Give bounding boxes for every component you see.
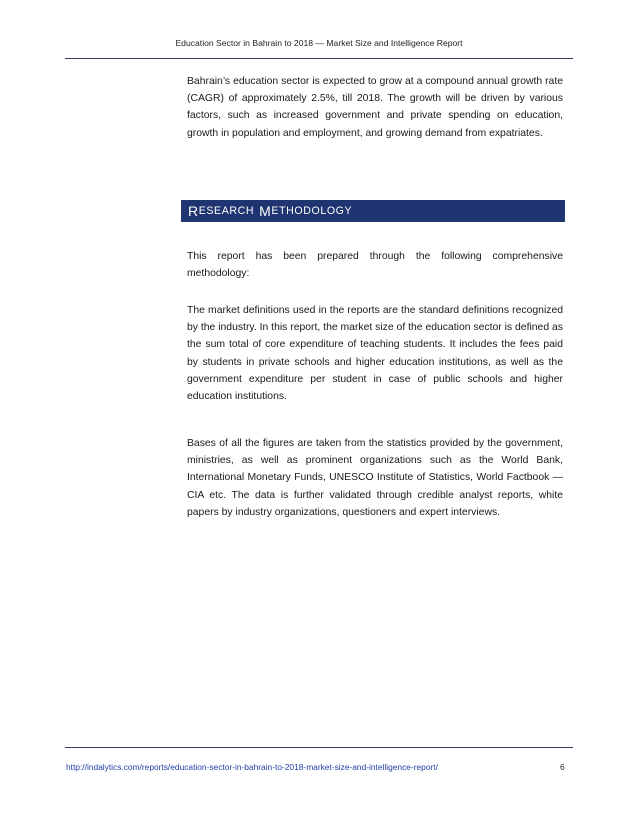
running-header: Education Sector in Bahrain to 2018 — Market Size and Intelligence Report [175,38,463,48]
page-number: 6 [560,762,565,772]
footer-report-link[interactable]: http://indalytics.com/reports/education-sector-in-bahrain-to-2018-market-size-and-intelligence-report/ [66,762,438,772]
footer-divider [65,747,573,748]
section-heading-research-methodology [181,200,565,222]
section-heading-letter: R [188,203,199,219]
section-heading-text: ESEARCH [198,205,255,217]
section-heading-letter: M [259,203,272,219]
section-heading-text: ETHODOLOGY [271,205,353,217]
methodology-intro [187,248,563,282]
methodology-paragraph: Bases of all the figures are taken from the statistics provided by the government, ministries, as well as prominent organizations such as the World Bank, International Monetary Funds, UNESCO Institute of Statistics, World Factbook — CIA etc. The data is further validated through credible analyst reports, white papers by industry organizations, questioners and expert interviews. [187,438,563,518]
methodology-paragraph: The market definitions used in the reports are the standard definitions recognized by the industry. In this report, the market size of the education sector is defined as the sum total of core expenditure of teaching students. It includes the fees paid by students in private schools and higher education institutions, as well as the government expenditure per student in case of public schools and higher education institutions. [187,305,563,403]
intro-block [187,73,563,142]
methodology-paragraph: This report has been prepared through the following comprehensive methodology: [187,251,563,280]
market-definitions [187,302,563,405]
intro-paragraph: Bahrain’s education sector is expected to grow at a compound annual growth rate (CAGR) of approximately 2.5%, till 2018. The growth will be driven by various factors, such as increased government and private spending on education, growth in population and employment, and growing demand from expatriates. [187,76,563,139]
header-divider [65,58,573,59]
data-sources [187,435,563,521]
